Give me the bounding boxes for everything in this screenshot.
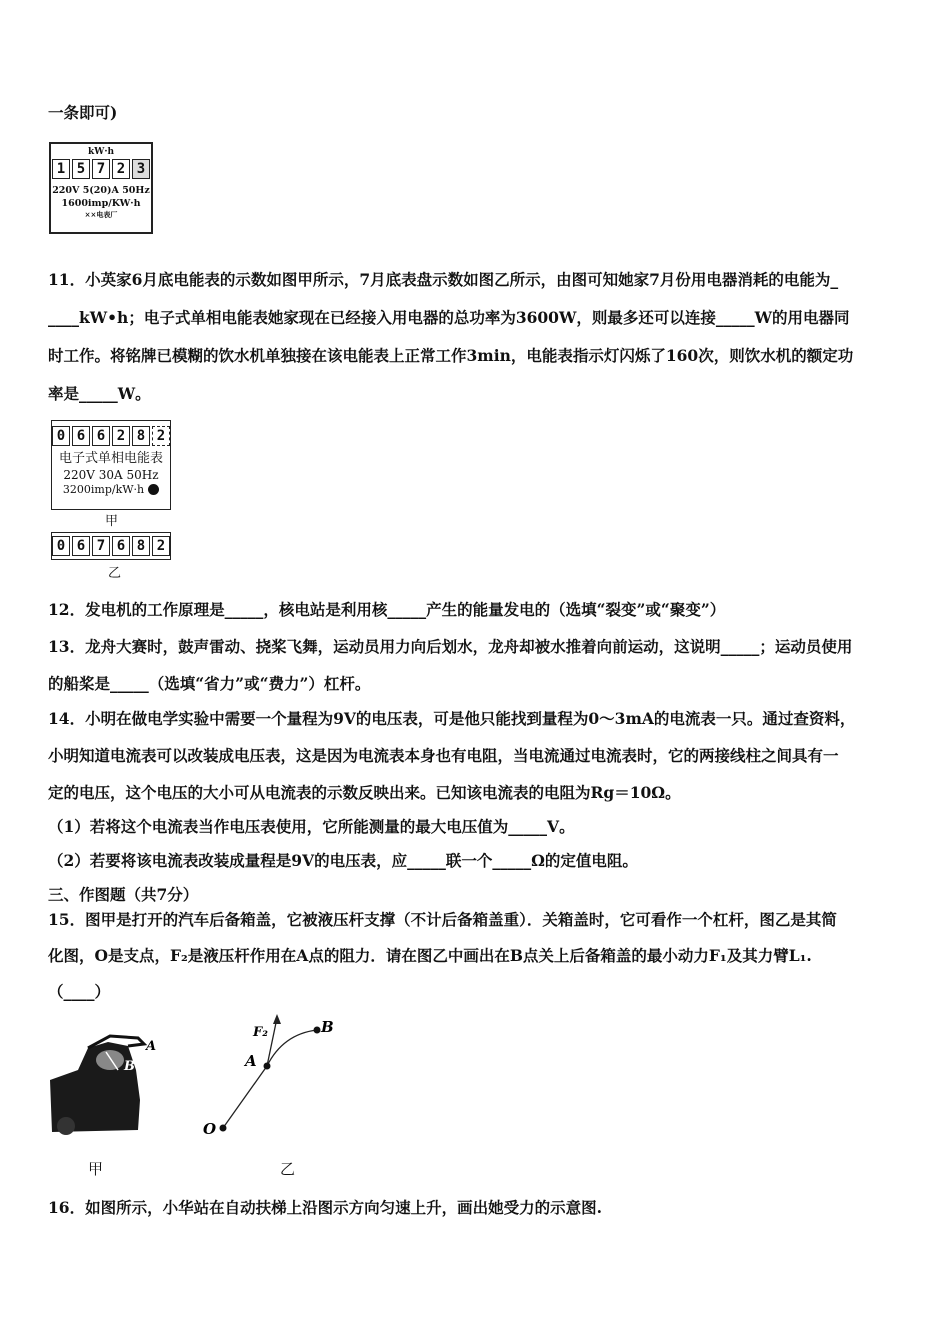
meter-digits — [51, 159, 151, 179]
meter-digits — [52, 426, 170, 446]
meter-digit: 6 — [72, 536, 90, 556]
meter-digit: 6 — [72, 426, 90, 446]
meter-digit: 0 — [52, 536, 70, 556]
electronic-meter-image — [51, 420, 171, 510]
figure-caption: 甲 — [88, 1160, 104, 1178]
text-line: 的船桨是_____（选填“省力”或“费力”）杠杆。 — [48, 674, 371, 693]
point-a — [264, 1063, 271, 1070]
meter-digit: 8 — [132, 536, 150, 556]
meter-maker: ××电表厂 — [84, 210, 118, 219]
meter-digit: 0 — [52, 426, 70, 446]
lever-arm-ab — [267, 1030, 317, 1066]
meter-digit: 6 — [92, 426, 110, 446]
text-line: 13．龙舟大赛时，鼓声雷动、挠桨飞舞，运动员用力向后划水，龙舟却被水推着向前运动，这说明_____；运动员使用 — [48, 637, 853, 656]
meter-spec-row — [52, 483, 170, 496]
text-line: ____kW•h；电子式单相电能表她家现在已经接入用电器的总功率为3600W，则最多还可以连接_____W的用电器同 — [48, 308, 850, 327]
label-o: O — [203, 1120, 217, 1138]
meter-digit: 7 — [92, 159, 110, 179]
lever-arm-oa — [223, 1066, 267, 1128]
meter-spec: 220V 30A 50Hz — [63, 468, 159, 482]
text-line: 率是_____W。 — [48, 384, 151, 403]
answer-blank: （____） — [48, 982, 111, 1001]
label-b: B — [321, 1018, 334, 1036]
meter-spec: 3200imp/kW·h — [62, 483, 145, 496]
label-a: A — [245, 1052, 257, 1070]
text-line: 16．如图所示，小华站在自动扶梯上沿图示方向匀速上升，画出她受力的示意图. — [48, 1198, 602, 1217]
meter-unit: kW·h — [87, 147, 115, 157]
text-line: 小明知道电流表可以改装成电压表，这是因为电流表本身也有电阻，当电流通过电流表时，它的两接线柱之间具有一 — [48, 746, 839, 765]
meter-digit: 1 — [52, 159, 70, 179]
figure-caption: 甲 — [105, 514, 119, 529]
text-line: （2）若要将该电流表改装成量程是9V的电压表，应_____联一个_____Ω的定值电阻。 — [48, 851, 638, 870]
meter-digit: 3 — [132, 159, 150, 179]
car-label-a: A — [146, 1039, 157, 1054]
figure-caption: 乙 — [108, 566, 122, 581]
rear-window — [96, 1050, 124, 1070]
meter-spec: 220V 5(20)A 50Hz — [52, 185, 150, 196]
text-line: 15．图甲是打开的汽车后备箱盖，它被液压杆支撑（不计后备箱盖重）．关箱盖时，它可看作一个杠杆，图乙是其简 — [48, 910, 837, 929]
meter-reading-image — [51, 532, 171, 560]
meter-digit: 2 — [112, 426, 130, 446]
text-line: 化图，O是支点，F₂是液压杆作用在A点的阻力．请在图乙中画出在B点关上后备箱盖的最小动力F₁及其力臂L₁. — [48, 946, 812, 965]
text-line: 一条即可) — [48, 103, 118, 122]
meter-digit: 2 — [112, 159, 130, 179]
wheel — [57, 1117, 75, 1135]
car-label-b: B — [124, 1059, 135, 1074]
meter-digit: 2 — [152, 426, 170, 446]
text-line: 14．小明在做电学实验中需要一个量程为9V的电压表，可是他只能找到量程为0～3mA的电流表一只。通过查资料， — [48, 709, 856, 728]
meter-digit: 7 — [92, 536, 110, 556]
indicator-light-icon — [148, 484, 159, 495]
car-trunk-figure — [48, 1030, 168, 1140]
meter-title: 电子式单相电能表 — [58, 451, 163, 466]
label-f2: F₂ — [253, 1025, 268, 1040]
meter-digit: 6 — [112, 536, 130, 556]
energy-meter-image — [49, 142, 153, 234]
point-o — [220, 1125, 227, 1132]
text-line: 时工作。将铭牌已模糊的饮水机单独接在该电能表上正常工作3min，电能表指示灯闪烁了160次，则饮水机的额定功 — [48, 346, 854, 365]
point-b — [314, 1027, 321, 1034]
meter-digits — [52, 536, 170, 556]
lever-diagram — [195, 1010, 345, 1140]
meter-digit: 8 — [132, 426, 150, 446]
force-f2-arrow — [267, 1018, 277, 1066]
text-line: 12．发电机的工作原理是_____，核电站是利用核_____产生的能量发电的（选填“裂变”或“聚变”） — [48, 600, 726, 619]
text-line: 定的电压，这个电压的大小可从电流表的示数反映出来。已知该电流表的电阻为Rg＝10Ω。 — [48, 783, 681, 802]
text-line: 11．小英家6月底电能表的示数如图甲所示，7月底表盘示数如图乙所示，由图可知她家7月份用电器消耗的电能为_ — [48, 270, 839, 289]
meter-spec: 1600imp/KW·h — [61, 198, 141, 209]
meter-digit: 2 — [152, 536, 170, 556]
meter-digit: 5 — [72, 159, 90, 179]
figure-caption: 乙 — [280, 1160, 296, 1178]
section-heading: 三、作图题（共7分） — [48, 885, 199, 904]
text-line: （1）若将这个电流表当作电压表使用，它所能测量的最大电压值为_____V。 — [48, 817, 575, 836]
arrow-head-icon — [273, 1014, 281, 1024]
